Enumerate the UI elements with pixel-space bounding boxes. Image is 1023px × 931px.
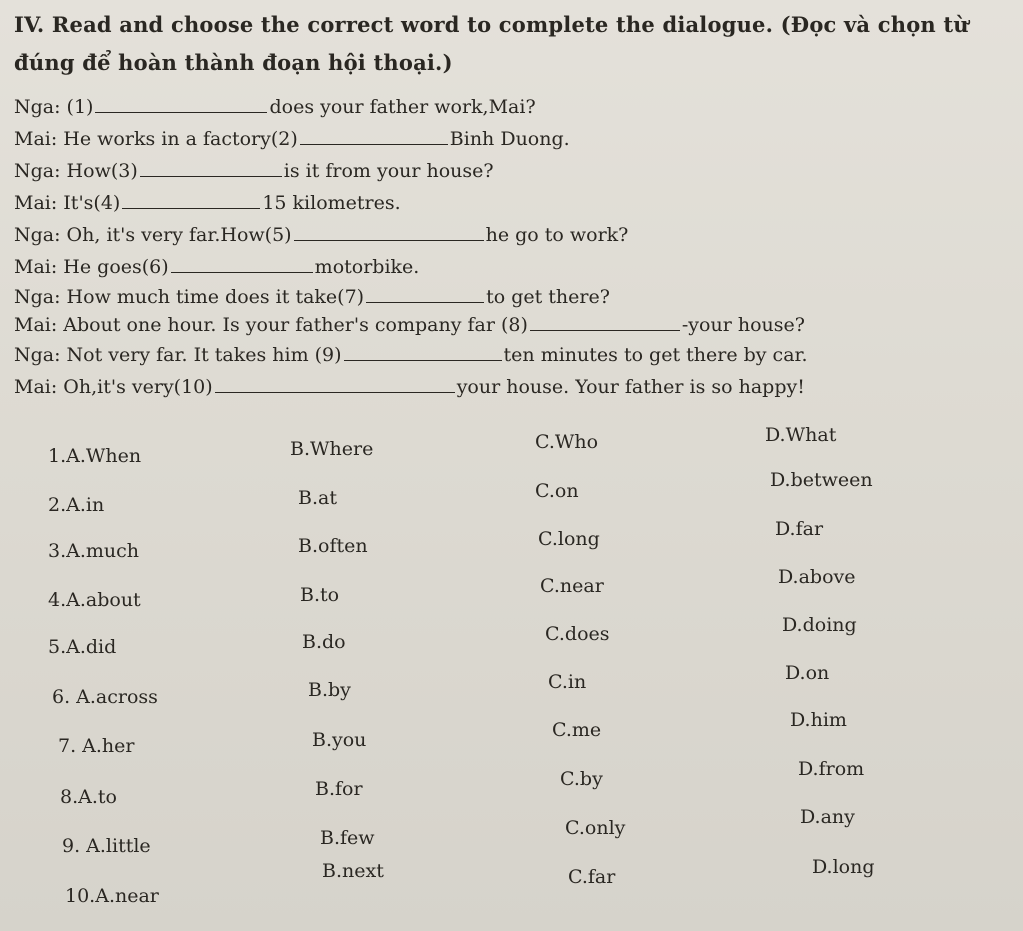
option-10-d[interactable]: D.long [812, 856, 875, 878]
option-7-b[interactable]: B.you [312, 729, 367, 751]
dialogue-text: motorbike. [314, 256, 420, 278]
option-3-a[interactable]: 3.A.much [48, 540, 140, 562]
option-9-a[interactable]: 9. A.little [62, 835, 151, 857]
option-5-d[interactable]: D.doing [782, 614, 857, 636]
dialogue-text: ten minutes to get there by car. [503, 344, 808, 366]
dialogue-text: Nga: Not very far. It takes him (9) [14, 344, 342, 366]
option-7-d[interactable]: D.him [790, 709, 847, 731]
dialogue-text: Binh Duong. [449, 128, 570, 150]
answer-blank-1[interactable] [95, 94, 267, 113]
option-4-d[interactable]: D.above [778, 566, 856, 588]
option-7-c[interactable]: C.me [552, 719, 602, 741]
option-2-b[interactable]: B.at [298, 487, 337, 509]
dialogue-text: -your house? [681, 314, 805, 336]
dialogue-text: Mai: About one hour. Is your father's company far (8) [14, 314, 528, 336]
dialogue-text: Mai: It's(4) [14, 192, 121, 214]
option-6-d[interactable]: D.on [785, 662, 830, 684]
option-1-a[interactable]: 1.A.When [48, 445, 142, 467]
option-6-a[interactable]: 6. A.across [52, 686, 158, 708]
option-8-c[interactable]: C.by [560, 768, 603, 790]
dialogue-text: Mai: He goes(6) [14, 256, 169, 278]
answer-blank-2[interactable] [300, 126, 448, 145]
answer-blank-9[interactable] [344, 342, 502, 361]
option-10-c[interactable]: C.far [568, 866, 616, 888]
option-3-d[interactable]: D.far [775, 518, 824, 540]
answer-blank-8[interactable] [530, 312, 680, 331]
option-1-c[interactable]: C.Who [535, 431, 599, 453]
option-9-d[interactable]: D.any [800, 806, 855, 828]
option-3-b[interactable]: B.often [298, 535, 368, 557]
option-8-b[interactable]: B.for [315, 778, 363, 800]
dialogue-text: Nga: (1) [14, 96, 94, 118]
dialogue-text: Mai: He works in a factory(2) [14, 128, 298, 150]
dialogue-text: he go to work? [485, 224, 629, 246]
option-5-c[interactable]: C.does [545, 623, 610, 645]
dialogue-text: to get there? [486, 286, 610, 308]
option-5-b[interactable]: B.do [302, 631, 346, 653]
option-9-b[interactable]: B.few [320, 827, 375, 849]
dialogue-line-8 [14, 312, 805, 336]
dialogue-line-7 [14, 284, 610, 308]
answer-blank-6[interactable] [171, 254, 313, 273]
option-10-a[interactable]: 10.A.near [65, 885, 159, 907]
answer-blank-7[interactable] [366, 284, 484, 303]
dialogue-text: is it from your house? [283, 160, 494, 182]
option-2-c[interactable]: C.on [535, 480, 579, 502]
dialogue-line-6 [14, 254, 419, 278]
dialogue-line-1 [14, 94, 536, 118]
option-1-b[interactable]: B.Where [290, 438, 374, 460]
dialogue-text: Nga: How(3) [14, 160, 138, 182]
option-10-b[interactable]: B.next [322, 860, 384, 882]
dialogue-line-4 [14, 190, 401, 214]
dialogue-line-2 [14, 126, 570, 150]
option-9-c[interactable]: C.only [565, 817, 626, 839]
dialogue-text: Nga: Oh, it's very far.How(5) [14, 224, 292, 246]
option-8-a[interactable]: 8.A.to [60, 786, 117, 808]
dialogue-line-10 [14, 374, 805, 398]
dialogue-line-5 [14, 222, 628, 246]
option-4-a[interactable]: 4.A.about [48, 589, 141, 611]
dialogue-line-3 [14, 158, 494, 182]
dialogue-text: your house. Your father is so happy! [456, 376, 805, 398]
option-8-d[interactable]: D.from [798, 758, 865, 780]
option-6-b[interactable]: B.by [308, 679, 351, 701]
option-2-a[interactable]: 2.A.in [48, 494, 105, 516]
option-1-d[interactable]: D.What [765, 424, 837, 446]
answer-blank-5[interactable] [294, 222, 484, 241]
option-7-a[interactable]: 7. A.her [58, 735, 135, 757]
answer-blank-10[interactable] [215, 374, 455, 393]
exercise-title: IV. Read and choose the correct word to complete the dialogue. (Đọc và chọn từ đúng để hoàn thành đoạn hội thoại.) [14, 12, 969, 75]
answer-blank-4[interactable] [122, 190, 260, 209]
dialogue-line-9 [14, 342, 808, 366]
option-4-c[interactable]: C.near [540, 575, 604, 597]
answer-blank-3[interactable] [140, 158, 282, 177]
option-3-c[interactable]: C.long [538, 528, 600, 550]
option-2-d[interactable]: D.between [770, 469, 873, 491]
option-4-b[interactable]: B.to [300, 584, 340, 606]
dialogue-text: does your father work,Mai? [269, 96, 536, 118]
dialogue-text: Mai: Oh,it's very(10) [14, 376, 213, 398]
option-6-c[interactable]: C.in [548, 671, 587, 693]
dialogue-text: 15 kilometres. [262, 192, 401, 214]
option-5-a[interactable]: 5.A.did [48, 636, 117, 658]
dialogue-text: Nga: How much time does it take(7) [14, 286, 365, 308]
